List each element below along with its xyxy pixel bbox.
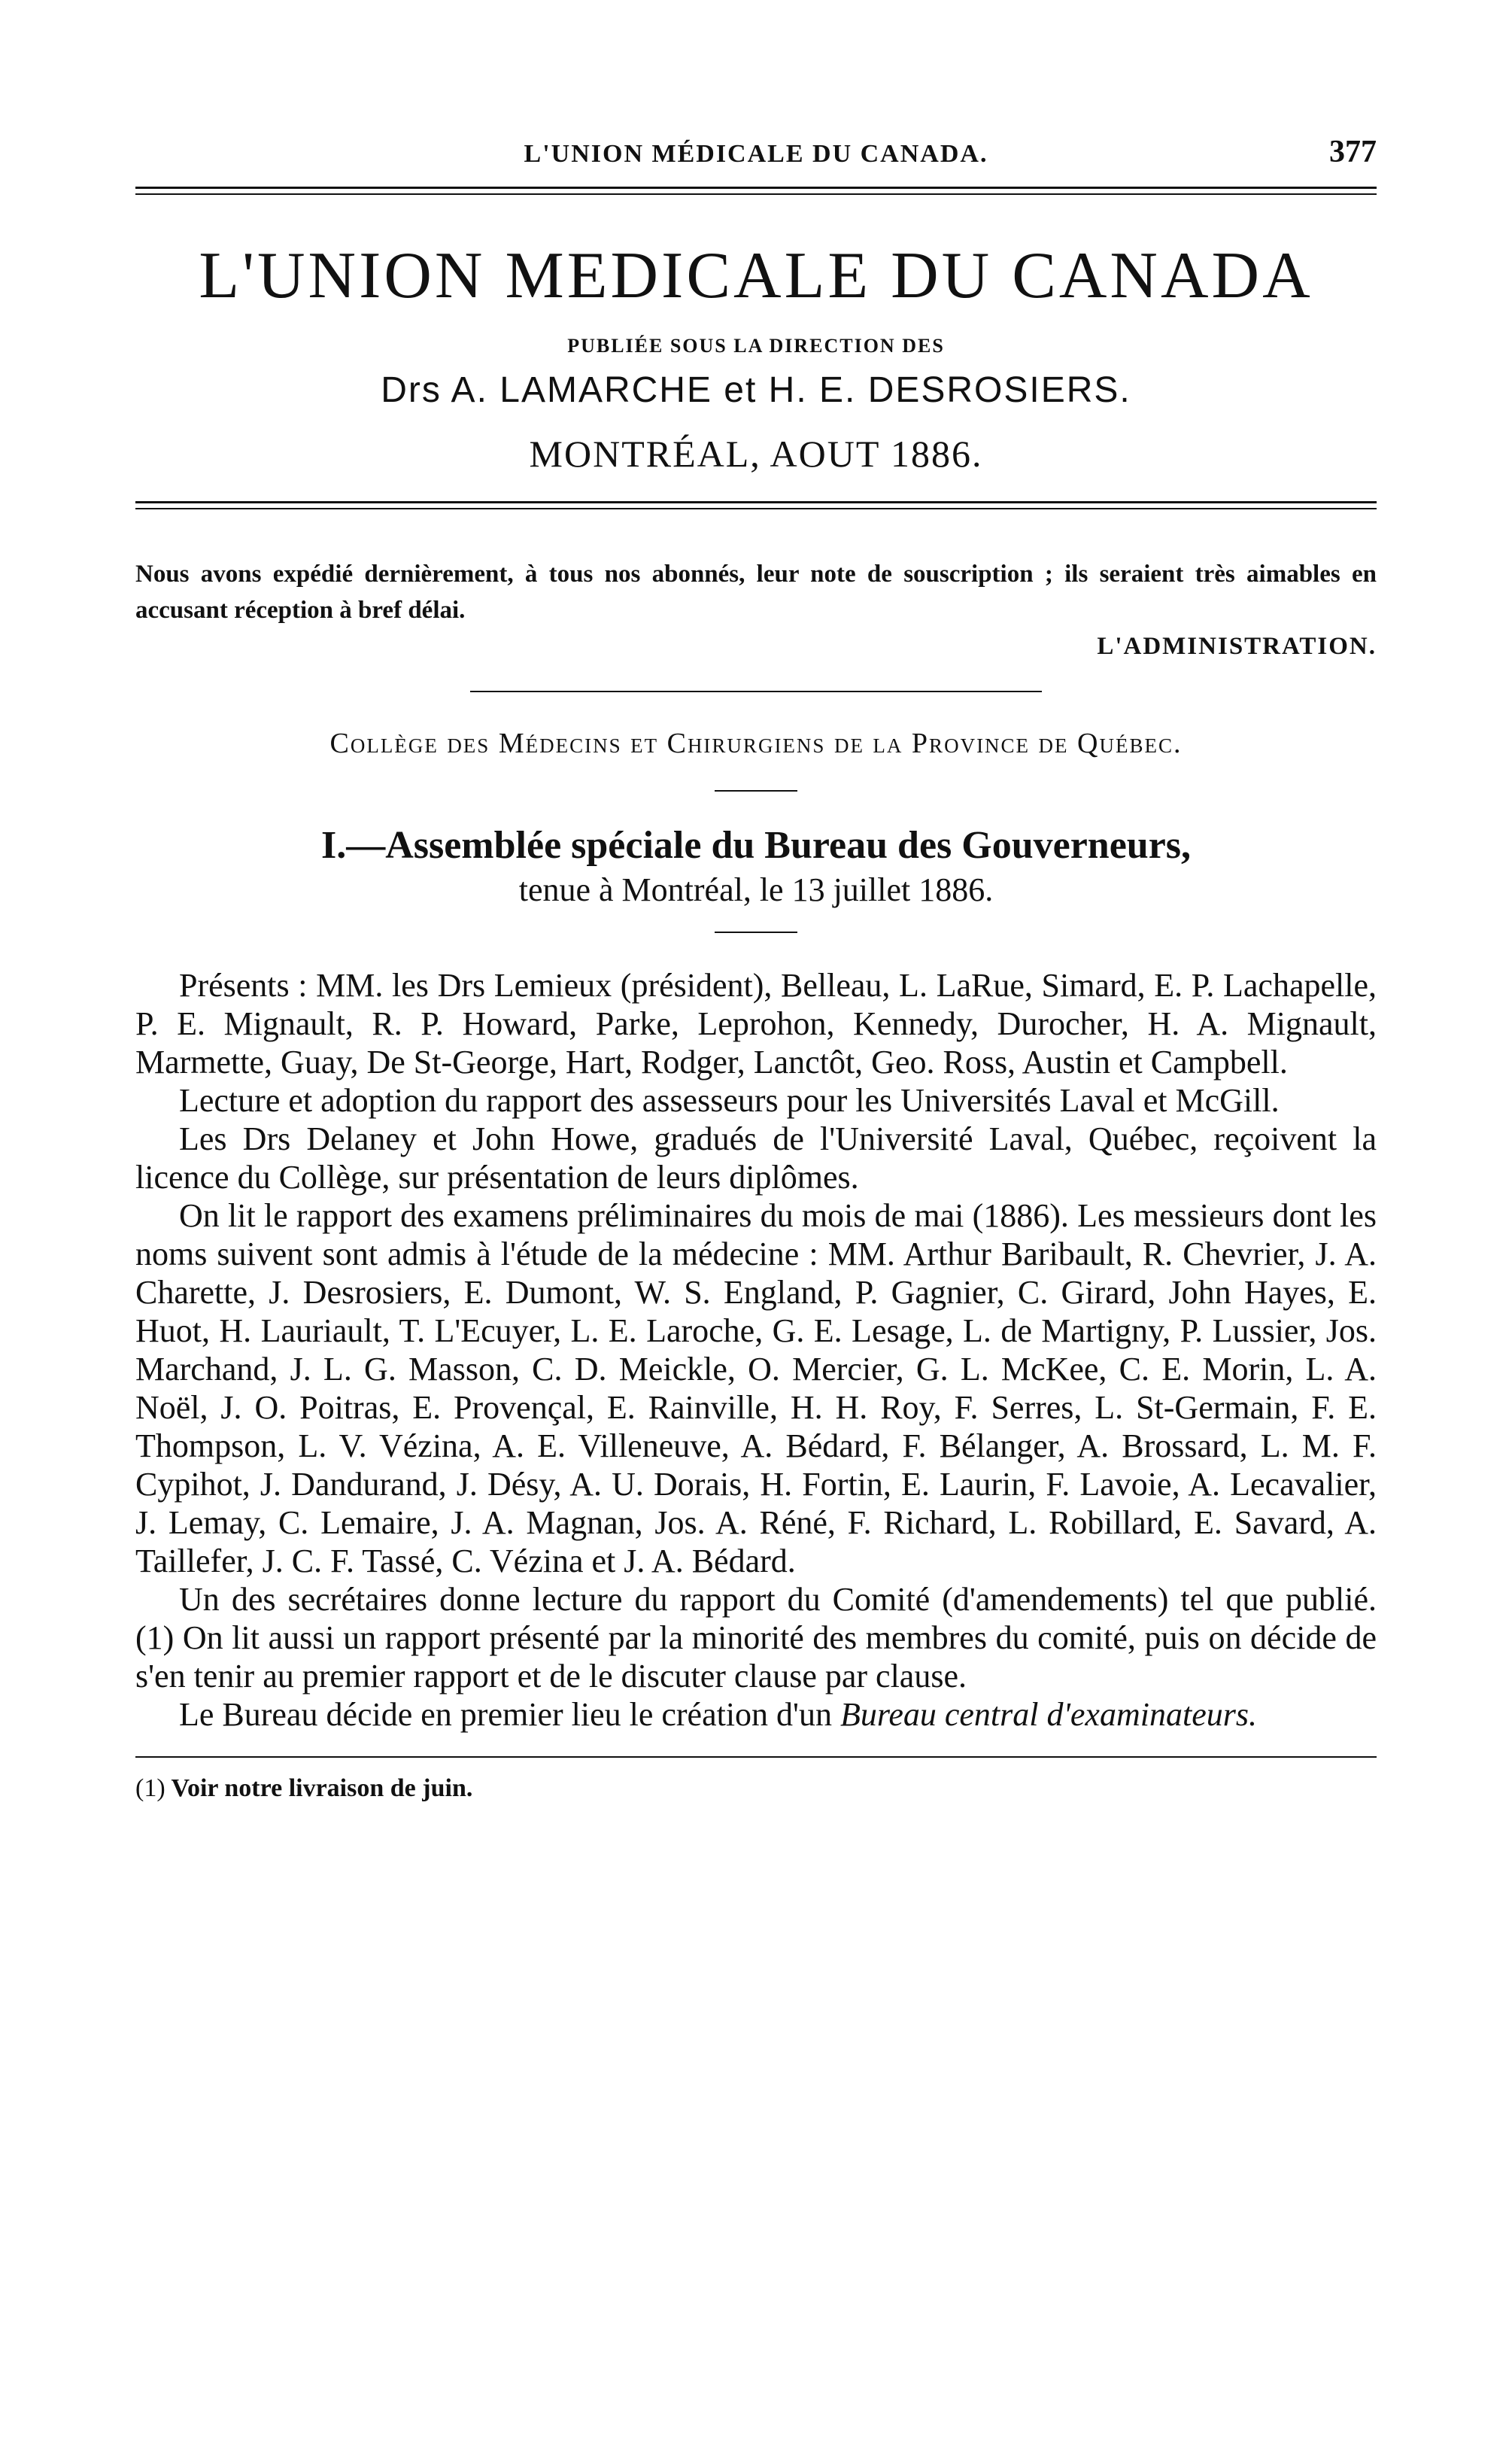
journal-page [135,128,1377,1803]
section-divider [470,691,1042,692]
footnote-text: Voir notre livraison de juin. [171,1774,473,1802]
decision-lead: Le Bureau décide en premier lieu le création d'un [179,1696,840,1733]
masthead-editors: Drs A. LAMARCHE et H. E. DESROSIERS. [381,370,1131,410]
decision-emphasis: Bureau central d'examinateurs. [839,1696,1257,1733]
paragraph-bureau-decision [135,1695,1377,1734]
page-number: 377 [1329,135,1377,169]
college-divider [715,790,797,792]
journal-title: L'UNION MEDICALE DU CANADA [199,239,1313,312]
footnote-rule [135,1756,1377,1758]
running-title: L'UNION MÉDICALE DU CANADA. [524,140,988,168]
footnote-mark: (1) [135,1774,165,1802]
header-rule [135,187,1377,195]
footnote [135,1774,1377,1803]
section-title-divider [715,932,797,933]
notice-signature: L'ADMINISTRATION. [1097,633,1377,660]
paragraph-licences: Les Drs Delaney et John Howe, gradués de l'Université Laval, Québec, reçoivent la licence du Collège, sur présentation de leurs diplômes. [135,1120,1377,1196]
masthead-subtitle: PUBLIÉE SOUS LA DIRECTION DES [567,335,945,357]
paragraph-assessors: Lecture et adoption du rapport des assesseurs pour les Universités Laval et McGill. [179,1082,1280,1119]
paragraph-preliminary-exams: On lit le rapport des examens préliminaires du mois de mai (1886). Les messieurs dont les noms suivent sont admis à l'étude de la médecine : MM. Arthur Baribault, R. Chevrier, J. A. Charette, J. Desrosiers, E. Dumont, W. S. England, P. Gagnier, C. Girard, John Hayes, E. Huot, H. Lauriault, T. L'Ecuyer, L. E. Laroche, G. E. Lesage, L. de Martigny, P. Lussier, Jos. Marchand, J. L. G. Masson, C. D. Meickle, O. Mercier, G. L. McKee, C. E. Morin, L. A. Noël, J. O. Poitras, E. Provençal, E. Rainville, H. H. Roy, F. Serres, L. St-Germain, F. E. Thompson, L. V. Vézina, A. E. Villeneuve, A. Bédard, F. Bélanger, A. Brossard, L. M. F. Cypihot, J. Dandurand, J. Désy, A. U. Dorais, H. Fortin, E. Laurin, F. Lavoie, A. Lecavalier, J. Lemay, C. Lemaire, J. A. Magnan, Jos. A. Réné, F. Richard, L. Robillard, E. Savard, A. Taillefer, J. C. F. Tassé, C. Vézina et J. A. Bédard. [135,1197,1377,1579]
paragraph-committee-report: Un des secrétaires donne lecture du rapport du Comité (d'amendements) tel que publié. (1) On lit aussi un rapport présenté par la minorité des membres du comité, puis on décide de s'en tenir au premier rapport et de le discuter clause par clause. [135,1581,1377,1695]
section-title: I.—Assemblée spéciale du Bureau des Gouverneurs, [320,824,1192,867]
college-heading: Collège des Médecins et Chirurgiens de la Province de Québec. [329,728,1183,759]
paragraph-presents: Présents : MM. les Drs Lemieux (président), Belleau, L. LaRue, Simard, E. P. Lachapelle, P. E. Mignault, R. P. Howard, Parke, Leprohon, Kennedy, Durocher, H. A. Mignault, Marmette, Guay, De St-George, Hart, Rodger, Lanctôt, Geo. Ross, Austin et Campbell. [135,967,1377,1081]
masthead-rule [135,501,1377,509]
subscription-notice: Nous avons expédié dernièrement, à tous nos abonnés, leur note de souscription ; ils seraient très aimables en accusant réception à bref délai. [135,561,1377,624]
section-subtitle: tenue à Montréal, le 13 juillet 1886. [518,871,994,908]
minutes-body [135,966,1377,1734]
running-header [135,128,1377,173]
masthead-dateline: MONTRÉAL, AOUT 1886. [529,433,983,475]
